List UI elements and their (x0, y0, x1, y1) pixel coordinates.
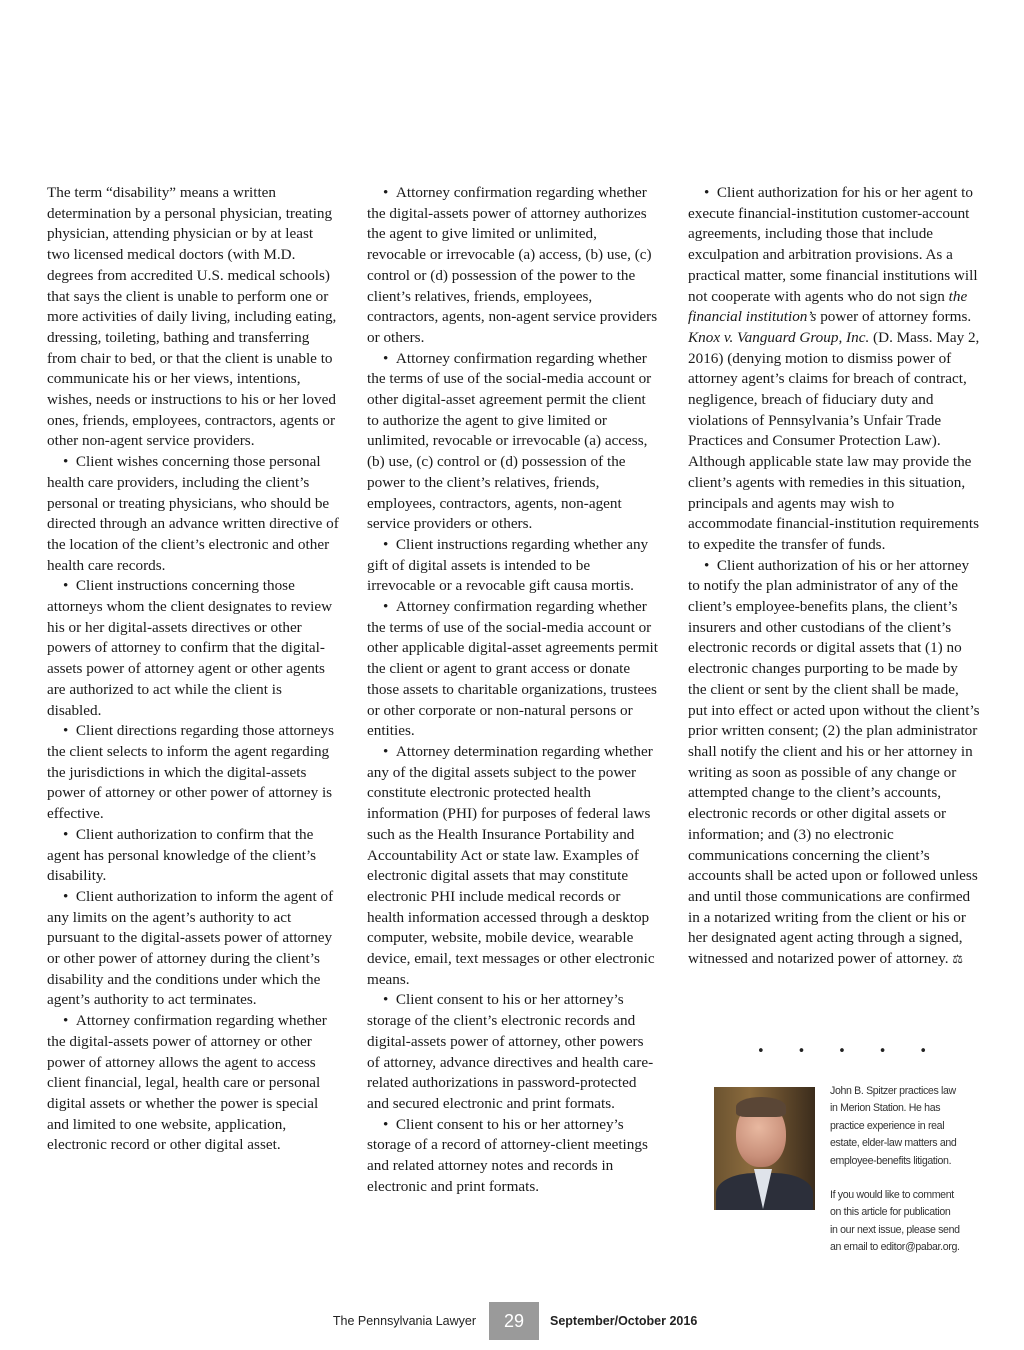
section-separator (757, 1044, 927, 1059)
bullet-item: • Client instructions regarding whether any gift of digital assets is intended to be irrevocable or a revocable gift causa mortis. (367, 535, 659, 597)
bullet-item: • Client consent to his or her attorney’s storage of the client’s electronic records and digital-assets power of attorney, other powers of attorney, advance directives and health care-related authorizations in password-protected and secured electronic and print formats. (367, 990, 659, 1114)
disability-definition-paragraph: The term “disability” means a written determination by a personal physician, treating physician, attending physician or by at least two licensed medical doctors (with M.D. degrees from accredited U.S. medical schools) that says the client is unable to perform one or more activities of daily living, including eating, dressing, toileting, bathing and transferring from chair to bed, or that the client is unable to communicate his or her views, intentions, wishes, needs or instructions to his or her loved ones, friends, employees, contractors, agents or other non-agent service providers. (47, 184, 337, 450)
bullet-item: • Attorney confirmation regarding whether the terms of use of the social-media account or other applicable digital-asset agreements permit the client or agent to grant access or donate those assets to charitable organizations, trustees or other corporate or non-natural persons or entities. (367, 597, 659, 742)
bullet-item: • Attorney confirmation regarding whether the digital-assets power of attorney or other power of attorney allows the agent to access client financial, legal, health care or personal digital assets or whether the power is special and limited to one website, application, electronic record or other digital asset. (47, 1011, 339, 1156)
separator-dot: • (797, 1044, 806, 1059)
page-number: 29 (489, 1302, 539, 1340)
bullet-item: • Attorney confirmation regarding whether the digital-assets power of attorney authorizes the agent to give limited or unlimited, revocable or irrevocable (a) access, (b) use, (c) control or (d) possession of the power to the client’s relatives, friends, employees, contractors, agents, non-agent service providers or others. (367, 183, 659, 349)
article-column-2 (367, 183, 659, 1197)
bullet-item: • Client authorization to inform the agent of any limits on the agent’s authority to act pursuant to the digital-assets power of attorney or other power of attorney during the client’s disability and the conditions under which the agent’s authority to act terminates. (47, 887, 339, 1011)
author-photo (714, 1087, 815, 1210)
italic-text: the financial institution’s (688, 287, 968, 326)
page-footer (0, 1302, 1024, 1342)
publication-name: The Pennsylvania Lawyer (332, 1314, 476, 1328)
bullet-item: • Client authorization of his or her attorney to notify the plan administrator of any of the client’s employee-benefits plans, the client’s insurers and other custodians of the client’s electronic records or digital assets that (1) no electronic changes purporting to be made by the client or sent by the client shall be made, put into effect or acted upon without the client’s prior written consent; (2) the plan administrator shall notify the client and his or her attorney in writing as soon as possible of any change or attempted change to the client’s accounts, electronic records or other digital assets or information; and (3) no electronic communications concerning the client’s accounts shall be acted upon or followed unless and until those communications are confirmed in a notarized writing from the client or his or her designated agent acting through a signed, witnessed and notarized power of attorney. ⚖ (688, 556, 980, 970)
separator-dot: • (757, 1044, 765, 1059)
case-citation: Knox v. Vanguard Group, Inc. (688, 328, 870, 346)
end-mark-icon: ⚖ (952, 952, 964, 967)
article-column-3 (688, 183, 980, 970)
bullet-item: • Attorney confirmation regarding whether the terms of use of the social-media account or other digital-asset agreement permit the client to authorize the agent to give limited or unlimited, revocable or irrevocable (a) access, (b) use, (c) control or (d) possession of the power to the client’s relatives, friends, employees, contractors, agents, non-agent service providers or others. (367, 349, 659, 535)
bullet-item: • Client consent to his or her attorney’s storage of a record of attorney-client meetings and related attorney notes and records in electronic and print formats. (367, 1115, 659, 1198)
separator-dot: • (878, 1044, 887, 1059)
article-column-1 (47, 183, 339, 1156)
bullet-item: • Client directions regarding those attorneys the client selects to inform the agent regarding the jurisdictions in which the digital-assets power of attorney or other power of attorney is effective. (47, 721, 339, 825)
issue-date: September/October 2016 (550, 1314, 698, 1328)
bullet-item: • Attorney determination regarding whether any of the digital assets subject to the power constitute electronic protected health information (PHI) for purposes of federal laws such as the Health Insurance Portability and Accountability Act or state law. Examples of electronic digital assets that may constitute electronic PHI include medical records or health information accessed through a desktop computer, website, mobile device, wearable device, email, text messages or other electronic means. (367, 742, 659, 990)
bullet-item: • Client authorization for his or her agent to execute financial-institution customer-account agreements, including those that include exculpation and arbitration provisions. As a practical matter, some financial institutions will not cooperate with agents who do not sign the financial institution’s power of attorney forms. Knox v. Vanguard Group, Inc. (D. Mass. May 2, 2016) (denying motion to dismiss power of attorney agent’s claims for breach of contract, negligence, breach of fiduciary duty and violations of Pennsylvania’s Unfair Trade Practices and Consumer Protection Law). Although applicable state law may provide the client’s agents with remedies in this situation, principals and agents may wish to accommodate financial-institution requirements to expedite the transfer of funds. (688, 183, 980, 556)
comment-invitation: If you would like to comment on this article for publication in our next issue, please send an email to editor@pabar.org. (830, 1189, 960, 1254)
bullet-item: • Client wishes concerning those personal health care providers, including the client’s personal or treating physicians, who should be directed through an advance written directive of the location of the client’s electronic and other health care records. (47, 452, 339, 576)
bullet-item: • Client instructions concerning those attorneys whom the client designates to review his or her digital-assets directives or other powers of attorney to confirm that the digital-assets power of attorney agent or other agents are authorized to act while the client is disabled. (47, 576, 339, 721)
bullet-item: • Client authorization to confirm that the agent has personal knowledge of the client’s disability. (47, 825, 339, 887)
author-bio-text: John B. Spitzer practices law in Merion Station. He has practice experience in real estate, elder-law matters and employee-benefits litigation. (830, 1085, 957, 1167)
separator-dot: • (838, 1044, 846, 1059)
author-bio (830, 1083, 960, 1257)
separator-dot: • (919, 1044, 927, 1059)
